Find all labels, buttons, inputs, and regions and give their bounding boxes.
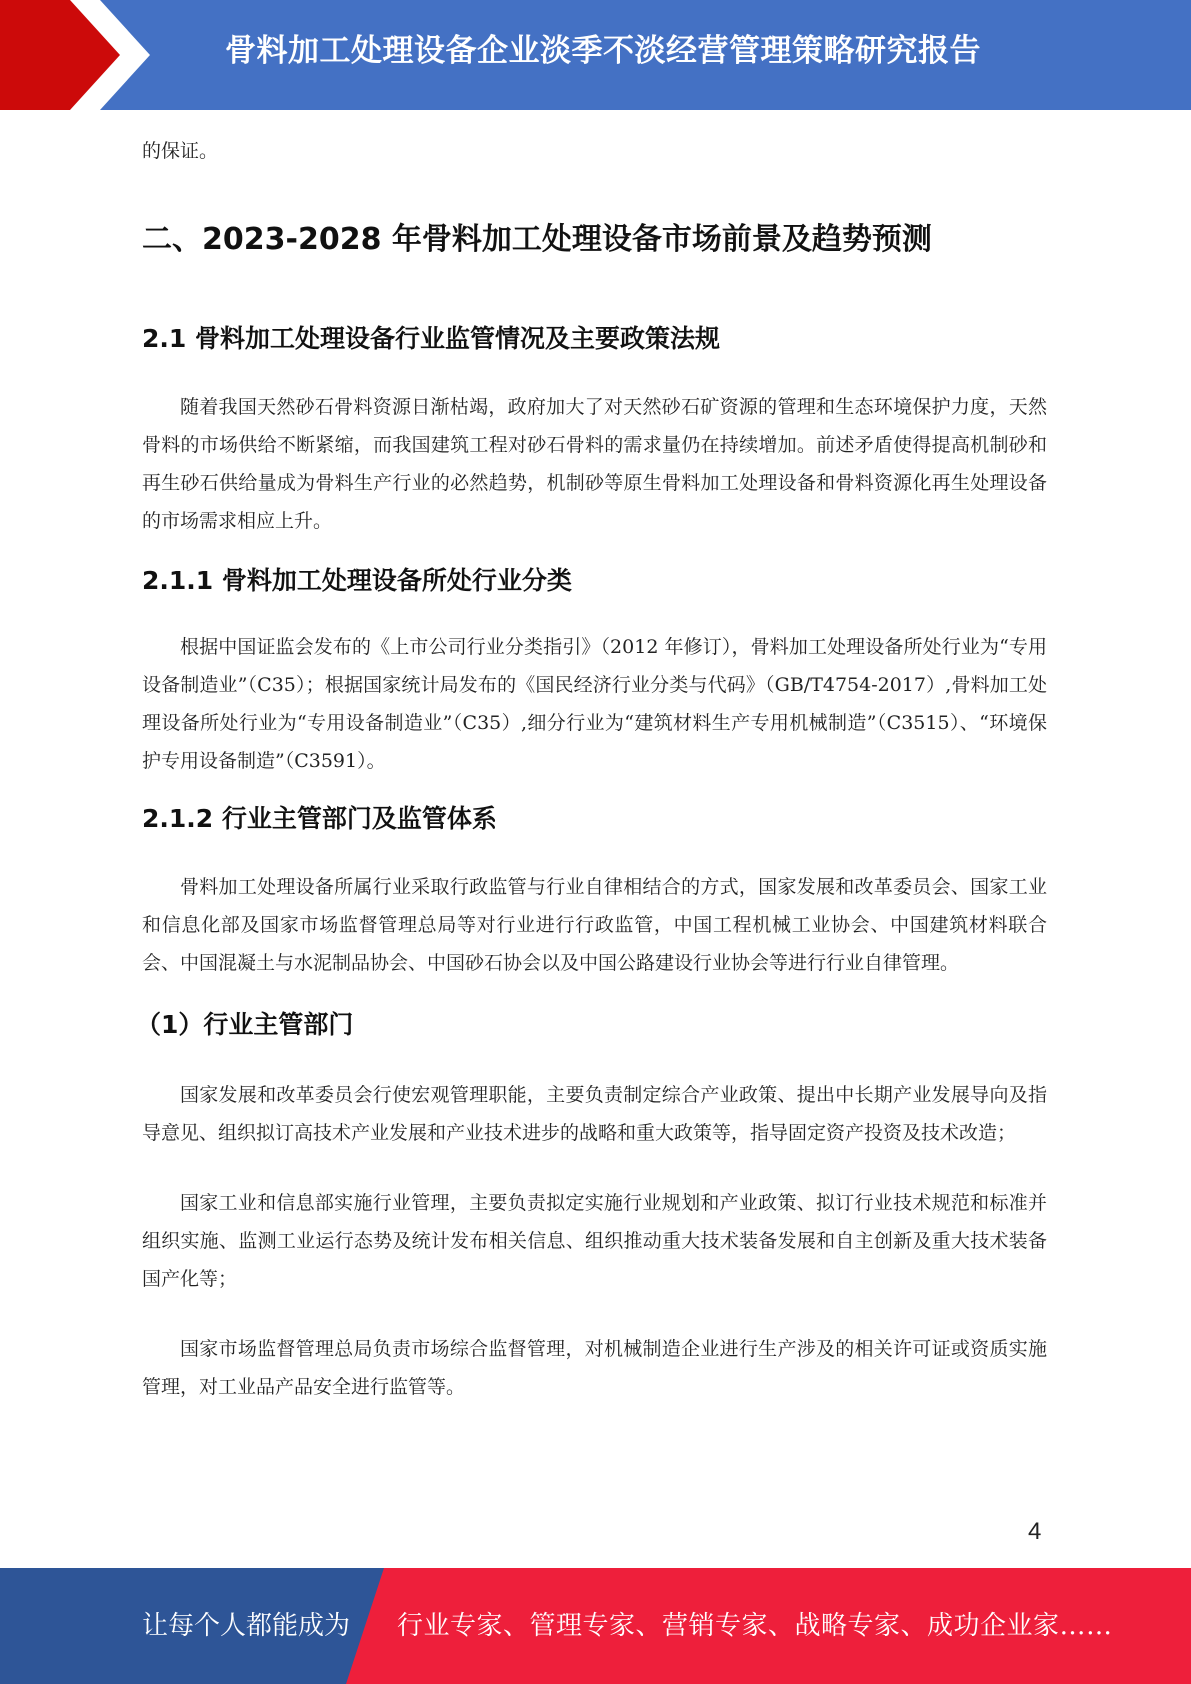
paragraph-sub-1-a: 国家发展和改革委员会行使宏观管理职能，主要负责制定综合产业政策、提出中长期产业发展导向及指导意见、组织拟订高技术产业发展和产业技术进步的战略和重大政策等，指导固定资产投资及技术改造； bbox=[142, 1084, 1047, 1144]
paragraph-2-1-1: 根据中国证监会发布的《上市公司行业分类指引》（2012 年修订），骨料加工处理设备所处行业为“专用设备制造业”（C35）；根据国家统计局发布的《国民经济行业分类与代码》（GB/T4754-2017）,骨料加工处理设备所处行业为“专用设备制造业”（C35）,细分行业为“建筑材料生产专用机械制造”（C3515）、“环境保护专用设备制造”（C3591）。 bbox=[142, 636, 1047, 772]
paragraph-2-1: 随着我国天然砂石骨料资源日渐枯竭，政府加大了对天然砂石矿资源的管理和生态环境保护力度，天然骨料的市场供给不断紧缩，而我国建筑工程对砂石骨料的需求量仍在持续增加。前述矛盾使得提高机制砂和再生砂石供给量成为骨料生产行业的必然趋势，机制砂等原生骨料加工处理设备和骨料资源化再生处理设备的市场需求相应上升。 bbox=[142, 396, 1047, 532]
paragraph-2-1-2: 骨料加工处理设备所属行业采取行政监管与行业自律相结合的方式，国家发展和改革委员会、国家工业和信息化部及国家市场监督管理总局等对行业进行行政监管，中国工程机械工业协会、中国建筑材料联合会、中国混凝土与水泥制品协会、中国砂石协会以及中国公路建设行业协会等进行行业自律管理。 bbox=[142, 876, 1047, 974]
paragraph-sub-1-b: 国家工业和信息部实施行业管理，主要负责拟定实施行业规划和产业政策、拟订行业技术规范和标准并组织实施、监测工业运行态势及统计发布相关信息、组织推动重大技术装备发展和自主创新及重大技术装备国产化等； bbox=[142, 1192, 1047, 1290]
page-footer bbox=[0, 1568, 1191, 1684]
report-title: 骨料加工处理设备企业淡季不淡经营管理策略研究报告 bbox=[225, 33, 981, 69]
footer-slogan-right: 行业专家、管理专家、营销专家、战略专家、成功企业家…… bbox=[397, 1611, 1113, 1641]
header-chevron-decoration bbox=[0, 0, 150, 110]
heading-sub-1: （1）行业主管部门 bbox=[136, 1010, 354, 1039]
paragraph-sub-1-c: 国家市场监督管理总局负责市场综合监督管理，对机械制造企业进行生产涉及的相关许可证或资质实施管理，对工业品产品安全进行监管等。 bbox=[142, 1338, 1047, 1398]
footer-slogan-left: 让每个人都能成为 bbox=[142, 1611, 351, 1641]
heading-2-1-2: 2.1.2 行业主管部门及监管体系 bbox=[142, 804, 497, 833]
document-body bbox=[136, 132, 1047, 1406]
section-title: 二、2023-2028 年骨料加工处理设备市场前景及趋势预测 bbox=[142, 222, 932, 257]
heading-2-1-1: 2.1.1 骨料加工处理设备所处行业分类 bbox=[142, 566, 572, 595]
page-header bbox=[0, 0, 1191, 110]
page-number: 4 bbox=[1028, 1518, 1042, 1545]
heading-2-1: 2.1 骨料加工处理设备行业监管情况及主要政策法规 bbox=[142, 324, 720, 353]
intro-fragment: 的保证。 bbox=[142, 140, 219, 162]
